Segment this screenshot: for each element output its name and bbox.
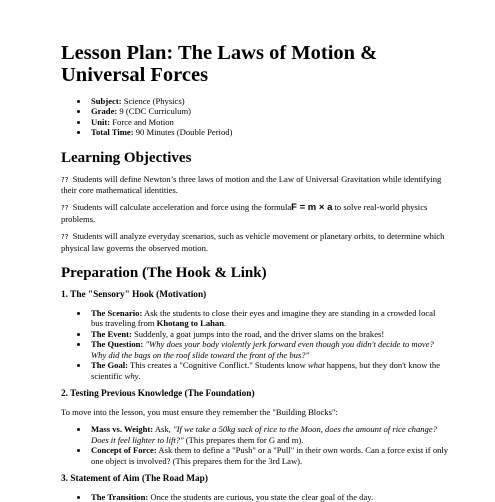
meta-total-time	[89, 127, 449, 137]
route-text: Khotang to Lahan	[156, 318, 224, 329]
testing-item-force	[89, 445, 449, 466]
objective-text: Students will calculate acceleration and force using the formula	[70, 202, 292, 213]
item-label: The Scenario:	[91, 308, 143, 319]
meta-unit	[89, 117, 449, 127]
meta-grade	[89, 106, 449, 116]
document-title: Lesson Plan: The Laws of Motion & Universal Forces	[61, 42, 378, 86]
item-text: (This prepares them for G and m).	[183, 434, 304, 445]
emphasis-text: why	[124, 370, 139, 381]
hook-item-scenario	[89, 308, 449, 329]
meta-subject	[89, 96, 449, 106]
aim-list	[61, 492, 449, 502]
item-text: Suddenly, a goat jumps into the road, and the driver slams on the brakes!	[131, 328, 385, 339]
force-formula: F = m × a	[291, 202, 333, 214]
testing-list	[61, 424, 449, 466]
emphasis-text: what	[307, 360, 325, 371]
item-text: .	[223, 318, 227, 329]
testing-heading: 2. Testing Previous Knowledge (The Foundation)	[61, 388, 255, 399]
hook-item-goal	[89, 360, 449, 381]
meta-value: 9 (CDC Curriculum)	[117, 106, 192, 117]
item-text: Ask,	[153, 424, 173, 435]
item-text: happens, but they don't know the scientific	[91, 360, 441, 381]
objective-text: Students will analyze everyday scenarios, such as vehicle movement or planetary orbits, to determine which physical law governs the observed motion.	[61, 231, 445, 253]
hook-item-event	[89, 329, 449, 339]
item-label: The Event:	[91, 328, 132, 339]
meta-label: Total Time:	[91, 127, 134, 138]
item-label: The Transition:	[91, 491, 149, 502]
item-text: Once the students are curious, you state the clear goal of the day.	[148, 491, 374, 502]
item-label: Mass vs. Weight:	[91, 424, 154, 435]
question-text: "If we take a 50kg sack of rice to the Moon, does the amount of rice change? Does it feel lighter to lift?"	[91, 424, 437, 445]
hook-item-question	[89, 339, 449, 360]
item-label: The Question:	[91, 339, 144, 350]
meta-value: 90 Minutes (Double Period)	[133, 127, 233, 138]
objectives-heading: Learning Objectives	[61, 149, 192, 166]
objective-item	[61, 231, 449, 253]
meta-label: Grade:	[91, 106, 118, 117]
objective-item	[61, 174, 449, 196]
meta-value: Force and Motion	[110, 116, 174, 127]
item-label: Concept of Force:	[91, 445, 157, 456]
meta-label: Subject:	[91, 96, 122, 106]
hook-list	[61, 308, 449, 381]
lesson-meta-list	[61, 96, 449, 138]
aim-item-transition	[89, 492, 449, 502]
missing-glyph-icon: ??	[61, 175, 69, 184]
hook-heading: 1. The "Sensory" Hook (Motivation)	[61, 290, 207, 301]
objective-text: to solve real-world physics problems.	[61, 202, 428, 224]
item-text: This creates a "Cognitive Conflict." Students know	[128, 360, 308, 371]
item-text: .	[138, 370, 141, 381]
item-text: Ask the students to close their eyes and imagine they are standing in a crowded local bus traveling from	[91, 308, 436, 329]
item-text: Ask them to define a "Push" or a "Pull" in their own words. Can a force exist if only one object is involved? (This prepares them for the 3rd Law).	[91, 445, 449, 466]
testing-intro: To move into the lesson, you must ensure they remember the "Building Blocks":	[61, 406, 338, 417]
objective-item	[61, 202, 449, 224]
meta-value: Science (Physics)	[121, 96, 185, 106]
preparation-heading: Preparation (The Hook & Link)	[61, 265, 267, 282]
missing-glyph-icon: ??	[61, 204, 69, 213]
aim-heading: 3. Statement of Aim (The Road Map)	[61, 473, 208, 484]
item-label: The Goal:	[91, 360, 129, 371]
meta-label: Unit:	[91, 116, 111, 127]
question-text: "Why does your body violently jerk forward even though you didn't decide to move? Why did the bags on the roof slide toward the front of the bus?"	[91, 339, 434, 360]
objective-text: Students will define Newton’s three laws of motion and the Law of Universal Gravitation while identifying their core mathematical identities.	[61, 173, 442, 196]
missing-glyph-icon: ??	[61, 233, 69, 242]
testing-item-mass-weight	[89, 424, 449, 445]
